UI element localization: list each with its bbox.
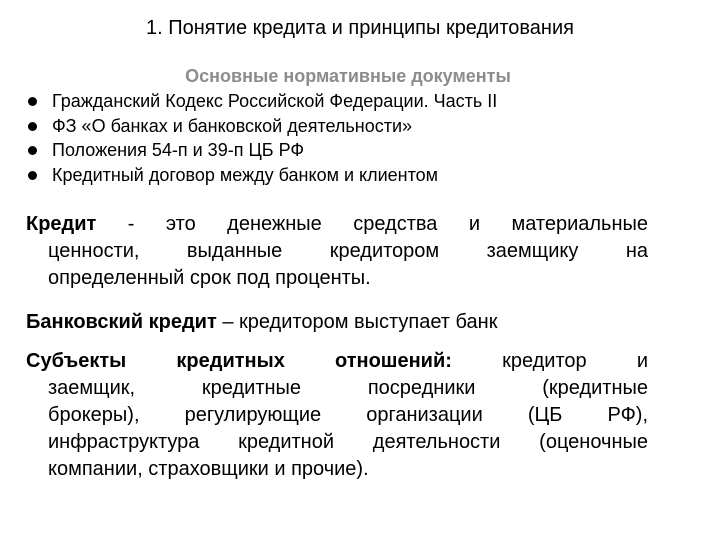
document-label: Гражданский Кодекс Российской Федерации. Часть II — [52, 91, 498, 111]
document-label: Положения 54-п и 39-п ЦБ РФ — [52, 140, 305, 160]
bullet-icon — [28, 97, 37, 106]
credit-line-1 — [26, 211, 648, 238]
credit-definition — [26, 211, 648, 292]
list-item — [28, 89, 628, 114]
document-label: Кредитный договор между банком и клиентом — [52, 164, 439, 185]
bank-credit-line — [26, 309, 648, 336]
subjects-line-1 — [26, 348, 648, 375]
subjects-term: Субъекты кредитных отношений: — [26, 350, 452, 372]
credit-line-2: ценности, выданные кредитором заемщику на — [48, 240, 648, 262]
subjects-line-2: заемщик, кредитные посредники (кредитные — [48, 377, 648, 399]
bullet-icon — [28, 171, 37, 180]
subjects-definition — [26, 348, 648, 483]
list-item — [28, 163, 628, 188]
slide-title: 1. Понятие кредита и принципы кредитования — [146, 17, 574, 39]
list-item — [28, 114, 628, 139]
bullet-icon — [28, 146, 37, 155]
subjects-line-1-text: кредитор и — [451, 350, 648, 372]
credit-term: Кредит — [26, 213, 97, 235]
credit-line-3: определенный срок под проценты. — [48, 267, 371, 289]
credit-line-1-text: - это денежные средства и материальные — [96, 213, 648, 235]
list-item — [28, 138, 628, 163]
documents-list — [28, 89, 628, 187]
bank-credit-definition — [26, 309, 648, 336]
subjects-line-3: брокеры), регулирующие организации (ЦБ РФ), — [48, 404, 648, 426]
subjects-line-5: компании, страховщики и прочие). — [48, 458, 369, 480]
bank-credit-text: – кредитором выступает банк — [216, 311, 498, 333]
document-label: ФЗ «О банках и банковской деятельности» — [52, 115, 413, 136]
bank-credit-term: Банковский кредит — [26, 311, 217, 333]
subjects-line-4: инфраструктура кредитной деятельности (оценочные — [48, 431, 648, 453]
documents-heading: Основные нормативные документы — [185, 66, 511, 86]
bullet-icon — [28, 122, 37, 131]
